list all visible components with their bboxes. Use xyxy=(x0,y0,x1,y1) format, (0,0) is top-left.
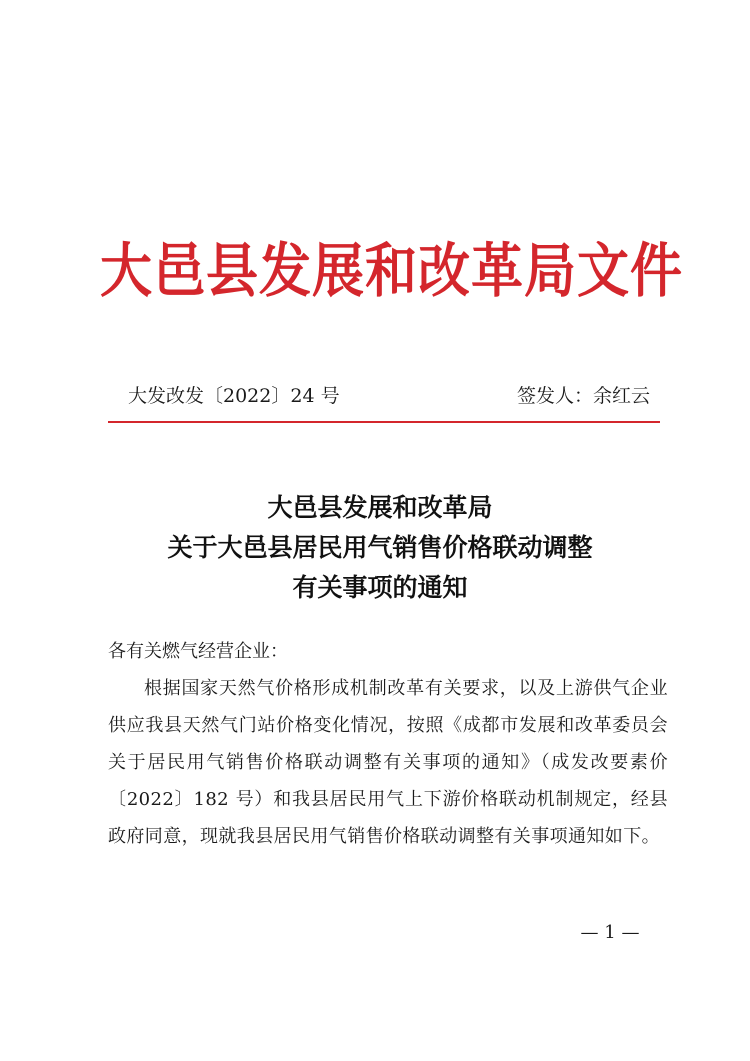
notice-title-line-1: 大邑县发展和改革局 xyxy=(267,493,493,522)
document-number: 大发改发〔2022〕24 号 xyxy=(128,385,340,407)
page-number: — 1 — xyxy=(580,922,640,943)
salutation: 各有关燃气经营企业： xyxy=(108,641,288,662)
body-paragraph: 根据国家天然气价格形成机制改革有关要求，以及上游供气企业供应我县天然气门站价格变化情况，按照《成都市发展和改革委员会关于居民用气销售价格联动调整有关事项的通知》（成发改要素价〔2022〕182 号）和我县居民用气上下游价格联动机制规定，经县政府同意，现就我县居民用气销售价格联动调整有关事项通知如下。 xyxy=(108,678,668,847)
notice-title-line-2: 关于大邑县居民用气销售价格联动调整 xyxy=(167,533,593,562)
notice-title xyxy=(90,488,670,608)
document-signer: 签发人：余红云 xyxy=(516,385,650,407)
red-divider-line xyxy=(108,421,660,423)
notice-title-line-3: 有关事项的通知 xyxy=(292,573,468,602)
document-header-title: 大邑县发展和改革局文件 xyxy=(100,238,684,306)
document-meta-row xyxy=(108,382,656,410)
notice-body xyxy=(108,633,668,855)
